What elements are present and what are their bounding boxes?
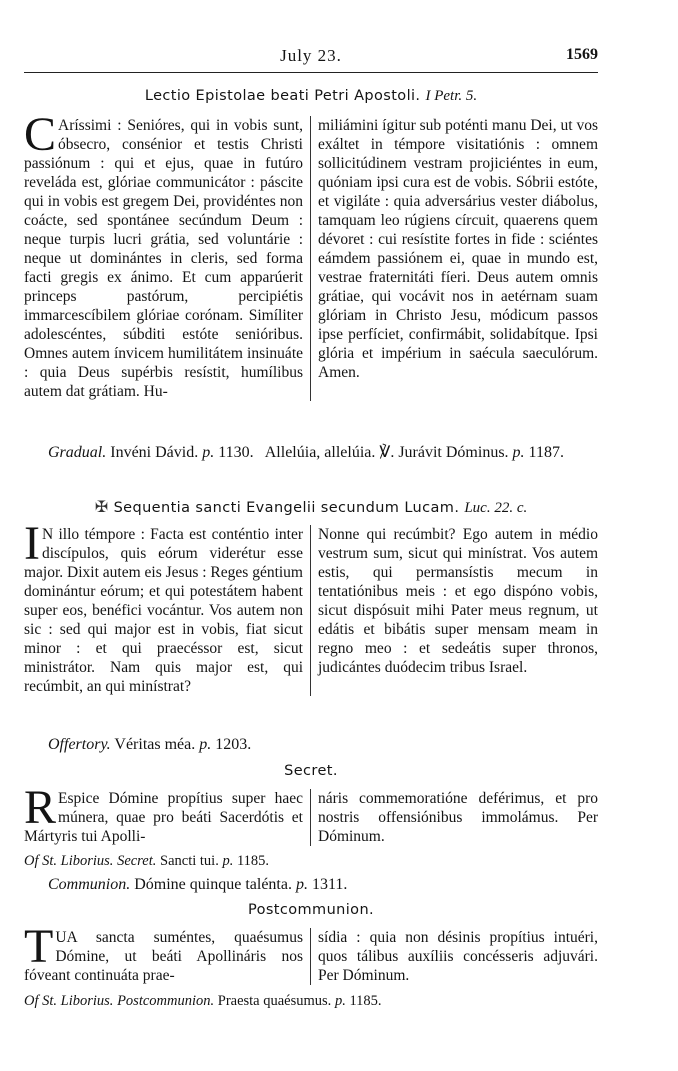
secret-right-text: náris commemoratióne deférimus, et pro nostris offensiónibus immolámus. Per Dóminum. — [318, 790, 598, 845]
page-header — [24, 46, 598, 72]
epistle-body — [24, 108, 598, 401]
versicle-icon: ℣. — [379, 444, 395, 461]
gospel-initial: I — [24, 517, 40, 570]
offertory-label: Offertory. — [48, 736, 111, 753]
postcommunion-heading: Postcommunion. — [247, 902, 375, 918]
liborius-post-label2: Postcommunion. — [117, 993, 215, 1009]
liborius-secret-page: 1185. — [236, 853, 270, 869]
offertory-line — [48, 735, 598, 754]
page-date-title: July 23. — [280, 46, 342, 65]
secret-initial: R — [24, 781, 57, 834]
offertory-p: p. — [199, 736, 212, 753]
secret-left-column — [24, 781, 311, 846]
liborius-post-label: Of St. Liborius. — [24, 993, 114, 1009]
gospel-right-text: Nonne qui recúmbit? Ego autem in médio vestrum sum, sicut qui minístrat. Vos autem estis, qui permansístis mecum in tentatiónibus meis : et ego dispóno vobis, sicut dispósuit mihi Pater meus regnum, ut edátis et bibátis super mensam meam in regno meo : et sedeátis super thronos, judicántes duódecim tribus Israel. — [318, 526, 598, 676]
postcommunion-initial: T — [24, 920, 54, 973]
cross-icon: ✠ — [94, 497, 109, 516]
header-rule — [24, 72, 598, 73]
liborius-secret-p: p. — [222, 853, 234, 869]
liborius-post-line — [24, 992, 598, 1011]
gradual-label: Gradual. — [48, 444, 107, 461]
communion-text: Dómine quinque talénta. — [134, 876, 292, 893]
liborius-post-p: p. — [334, 993, 346, 1009]
gradual-text2: Jurávit Dóminus. — [398, 444, 509, 461]
offertory-text: Véritas méa. — [114, 736, 196, 753]
epistle-right-text: miliámini ígitur sub poténti manu Dei, ut vos exáltet in témpore visitatiónis : omnem sollicitúdinem vestram projiciéntes in eum, quóniam ipsi cura est de vobis. Sóbrii estóte, et vigiláte : quia adversárius vester diábolus, tamquam leo rúgiens círcuit, quaerens quem dévoret : cui resístite fortes in fide : sciéntes eámdem passiónem ei, quae in mundo est, vestrae fraternitáti fíeri. Deus autem omnis grátiae, qui vocávit nos in aetérnam suam glóriam in Christo Jesu, módicum passos ipse perfíciet, confirmábit, solidabítque. Ipsi glória et impérium in saécula saeculórum. Amen. — [318, 117, 598, 381]
liborius-secret-line — [24, 852, 598, 871]
offertory-page: 1203. — [215, 736, 252, 753]
epistle-heading-text: Lectio Epistolae beati Petri Apostoli. — [144, 88, 421, 104]
gradual-p2: p. — [512, 444, 525, 461]
secret-right-column — [311, 789, 598, 846]
epistle-left-column — [24, 108, 311, 401]
communion-p: p. — [295, 876, 308, 893]
epistle-heading — [24, 88, 598, 105]
liborius-post-page: 1185. — [349, 993, 382, 1009]
gradual-alleluia: Allelúia, allelúia. — [264, 444, 376, 461]
postcommunion-left-column — [24, 920, 311, 985]
postcommunion-left-text: UA sancta suméntes, quaésumus Dómine, ut beáti Apollináris nos fóveant continuáta prae- — [24, 929, 303, 984]
page-number: 1569 — [566, 46, 598, 63]
epistle-reference: I Petr. 5. — [425, 88, 478, 104]
postcommunion-body — [24, 920, 598, 985]
liborius-secret-text: Sancti tui. — [160, 853, 219, 869]
gospel-right-column — [311, 525, 598, 696]
gradual-page2: 1187. — [528, 444, 564, 461]
liborius-post-text: Praesta quaésumus. — [217, 993, 332, 1009]
communion-page: 1311. — [311, 876, 348, 893]
epistle-initial: C — [24, 108, 57, 161]
epistle-right-column — [311, 116, 598, 401]
secret-left-text: Espice Dómine propítius super haec múnera, quae pro beáti Sacerdótis et Mártyris tui Apolli- — [24, 790, 303, 845]
communion-line — [48, 875, 598, 894]
secret-heading: Secret. — [284, 763, 338, 779]
gospel-reference: Luc. 22. c. — [464, 500, 528, 516]
gospel-heading-text: Sequentia sancti Evangelii secundum Lucam. — [113, 500, 460, 516]
postcommunion-right-text: sídia : quia non désinis propítius intuéri, quos tálibus auxíliis concésseris adjuvári. Per Dóminum. — [318, 929, 598, 984]
secret-body — [24, 781, 598, 846]
postcommunion-right-column — [311, 928, 598, 985]
gradual-p1: p. — [202, 444, 215, 461]
gradual-line — [48, 443, 598, 462]
gospel-heading — [24, 497, 598, 517]
gospel-left-text: N illo témpore : Facta est conténtio inter discípulos, quis eórum viderétur esse major. Dixit autem eis Jesus : Reges géntium dominántur eórum; et qui potestátem habent super eos, benéfici vocántur. Vos autem non sic : sed qui major est in vobis, fiat sicut minor : et qui praecéssor est, sicut ministrátor. Nam quis major est, qui recúmbit, an qui minístrat? — [24, 526, 303, 695]
gospel-body — [24, 517, 598, 696]
communion-label: Communion. — [48, 876, 131, 893]
epistle-left-text: Aríssimi : Senióres, qui in vobis sunt, óbsecro, consénior et testis Christi passiónum : qui et ejus, quae in futúro reveláda est, glóriae communicátor : páscite qui in vobis est gregem Dei, providéntes non coácte, sed spontánee secúndum Deum : neque turpis lucri grátia, sed voluntárie : neque ut dominántes in cleris, sed forma facti gregis ex ánimo. Et cum apparúerit princeps pastórum, percipiétis immarcescíbilem glóriae corónam. Simíliter adolescéntes, súbditi estóte senióribus. Omnes autem ínvicem humilitátem insinuáte : quia Deus supérbis resístit, humílibus autem dat grátiam. Hu- — [24, 117, 303, 400]
gospel-left-column — [24, 517, 311, 696]
gradual-page1: 1130. — [218, 444, 254, 461]
liborius-secret-label: Of St. Liborius. — [24, 853, 114, 869]
liborius-secret-label2: Secret. — [117, 853, 157, 869]
gradual-text: Invéni Dávid. — [110, 444, 199, 461]
